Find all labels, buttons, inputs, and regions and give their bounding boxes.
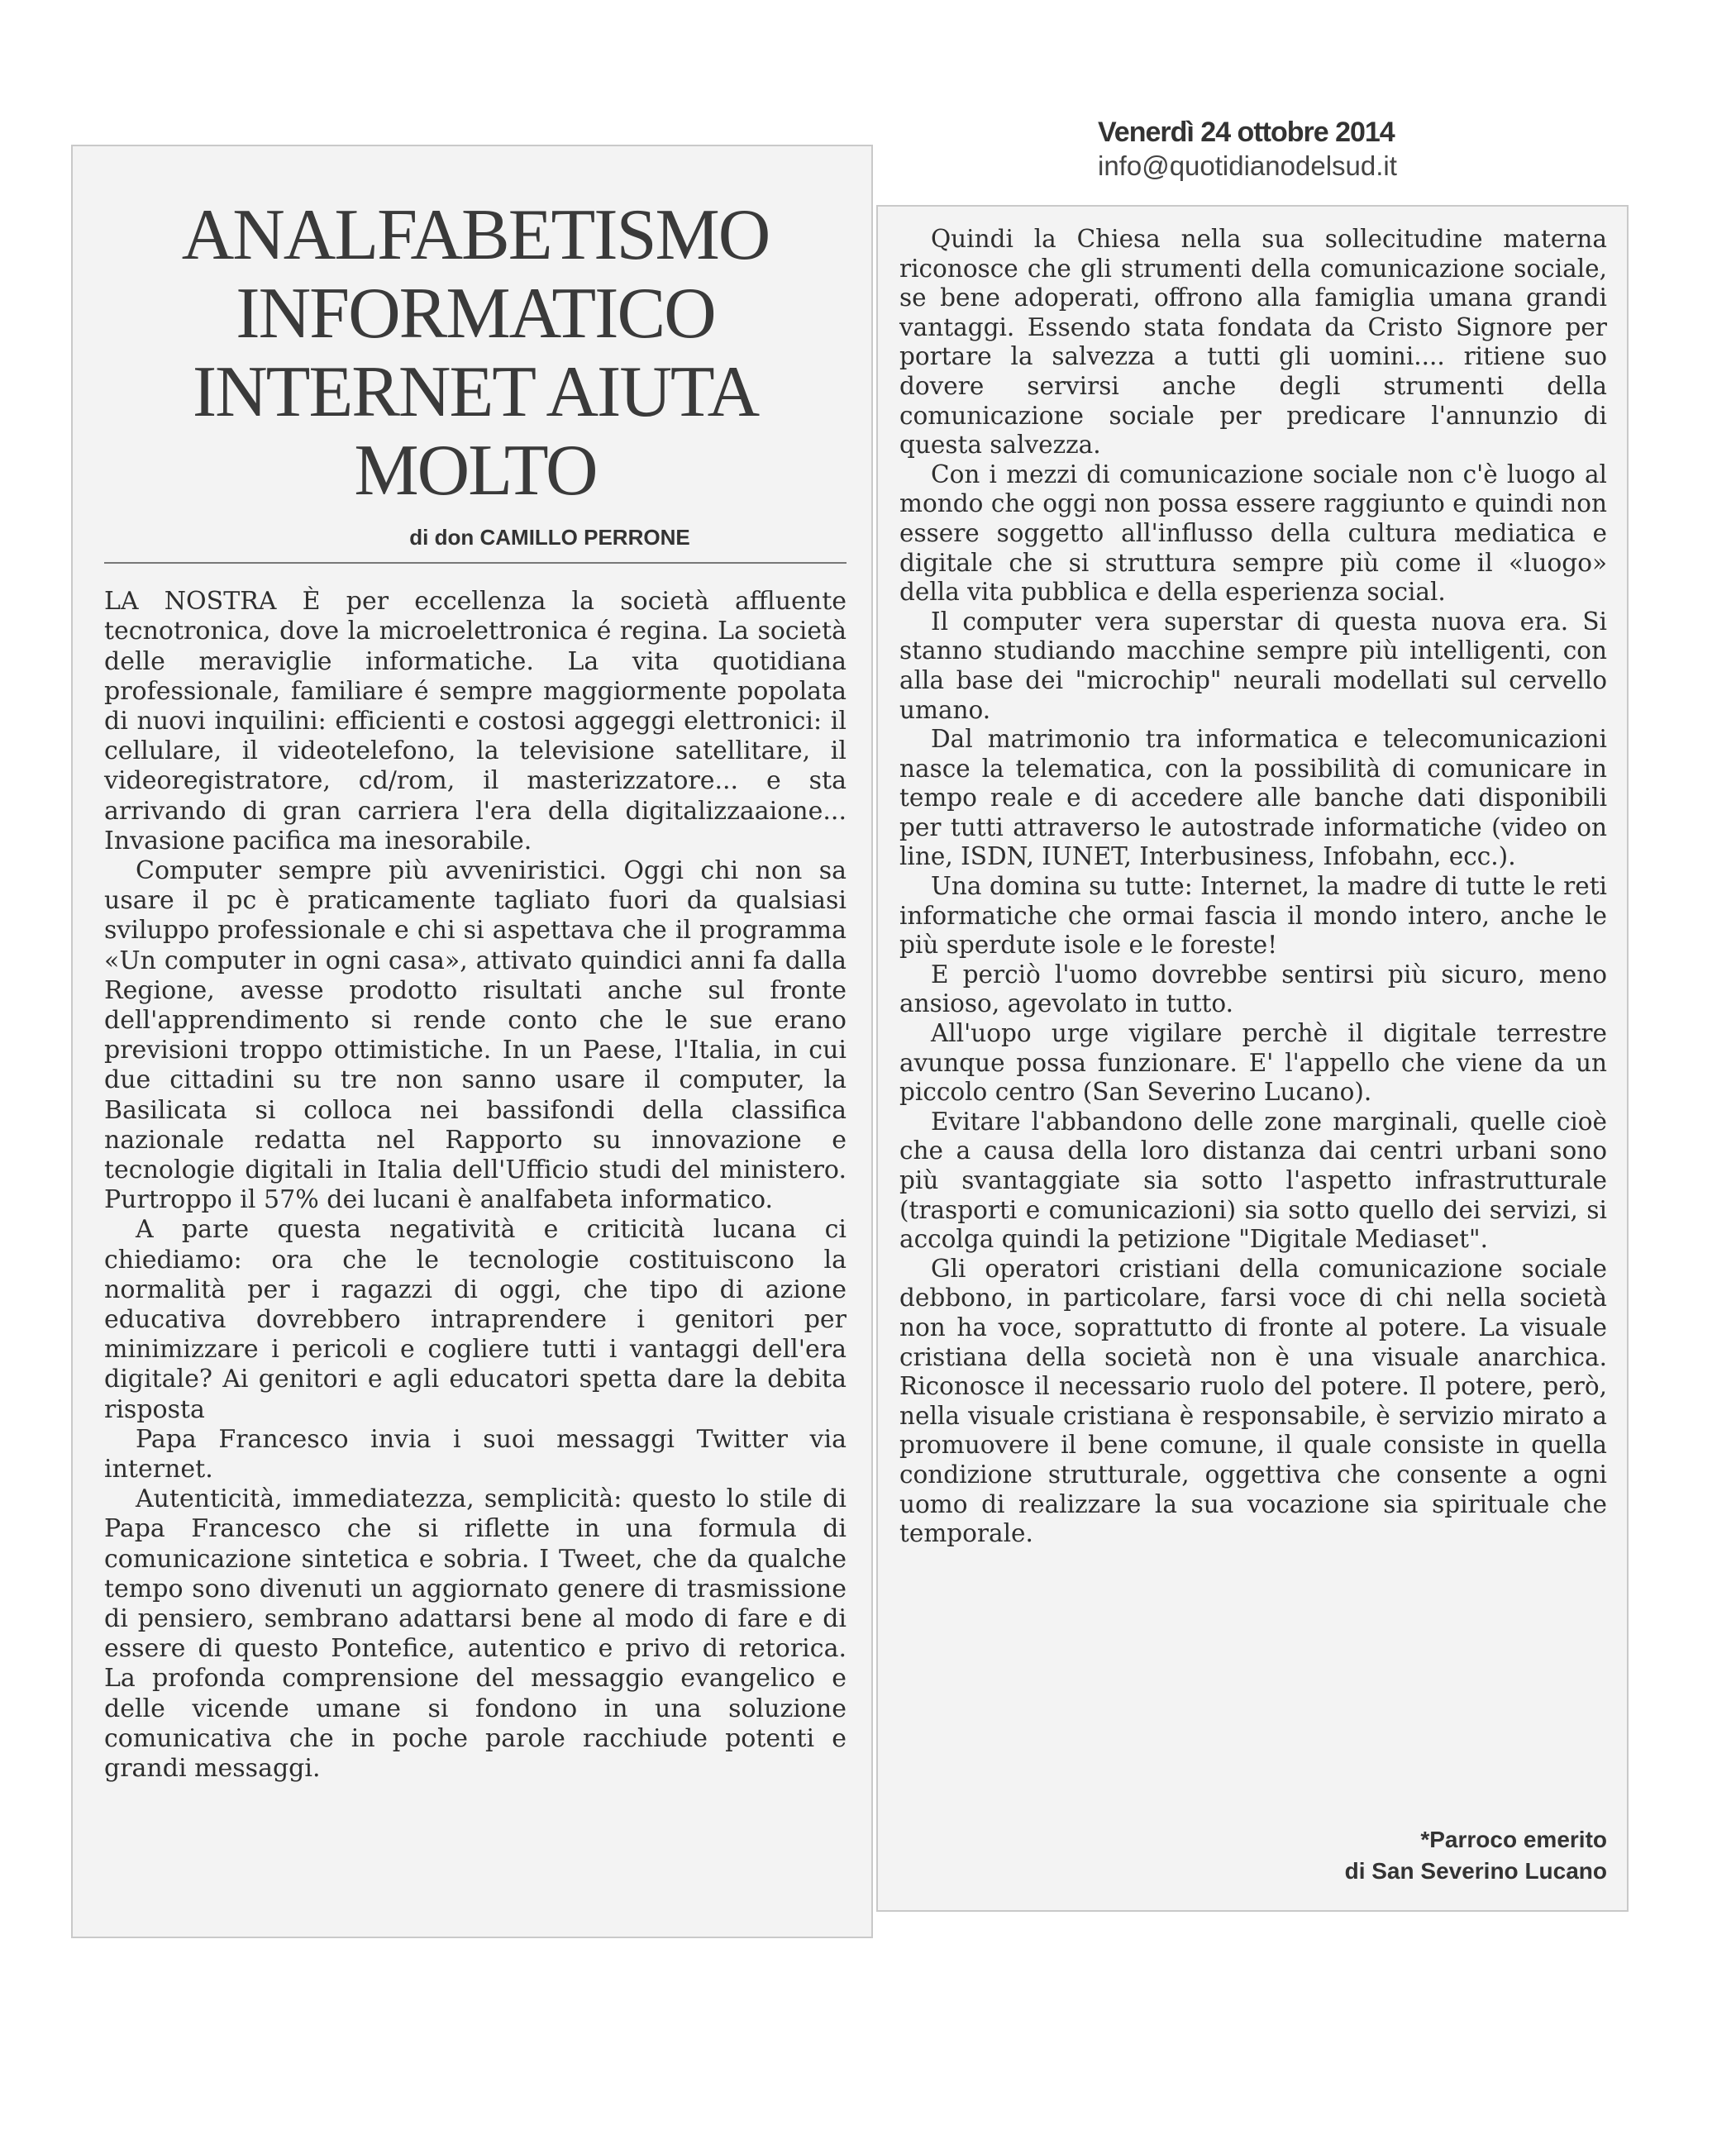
headline-line-3: INTERNET AIUTA MOLTO: [192, 352, 759, 512]
lead-in: LA NOSTRA È: [104, 587, 321, 617]
right-paragraph-3: Il computer vera superstar di questa nuova era. Si stanno studiando macchine sempre più intelligenti, con alla base dei "microchip" neurali modellati sul cervello umano.: [899, 607, 1607, 724]
headline-divider: [104, 562, 847, 564]
author-signature: [1345, 1824, 1607, 1887]
headline-line-2: INFORMATICO: [236, 274, 715, 355]
left-column: [71, 145, 873, 1938]
right-paragraph-1: Quindi la Chiesa nella sua sollecitudine materna riconosce che gli strumenti della comunicazione sociale, se bene adoperati, offrono alla famiglia umana grandi vantaggi. Essendo stata fondata da Cristo Signore per portare la salvezza a tutti gli uomini.... ritiene suo dovere servirsi anche degli strumenti della comunicazione sociale per predicare l'annunzio di questa salvezza.: [899, 225, 1607, 460]
headline-line-1: ANALFABETISMO: [181, 195, 770, 275]
right-column: [876, 205, 1629, 1912]
right-paragraph-5: Una domina su tutte: Internet, la madre di tutte le reti informatiche che ormai fascia il mondo intero, anche le più sperdute isole e le foreste!: [899, 872, 1607, 960]
right-paragraph-8: Evitare l'abbandono delle zone marginali, quelle cioè che a causa della loro distanza dai centri urbani sono più svantaggiate sia sotto l'aspetto infrastrutturale (trasporti e comunicazioni) sia sotto quello dei servizi, si accolga quindi la petizione "Digitale Mediaset".: [899, 1107, 1607, 1254]
left-paragraph-1-text: per eccellenza la società affluente tecnotronica, dove la microelettronica é regina. La società delle meraviglie informatiche. La vita quotidiana professionale, familiare é sempre maggiormente popolata di nuovi inquilini: efficienti e costosi aggeggi elettronici: il cellulare, il videotelefono, la televisione satellitare, il videoregistratore, cd/rom, il masterizzatore... e sta arrivando di gran carriera l'era della digitalizzaaione... Invasione pacifica ma inesorabile.: [104, 587, 847, 855]
left-paragraph-5: Autenticità, immediatezza, semplicità: questo lo stile di Papa Francesco che si riflette in una formula di comunicazione sintetica e sobria. I Tweet, che da qualche tempo sono divenuti un aggiornato genere di trasmissione di pensiero, sembrano adattarsi bene al modo di fare e di essere di questo Pontefice, autentico e privo di retorica. La profonda comprensione del messaggio evangelico e delle vicende umane si fondono in una soluzione comunicativa che in poche parole racchiude potenti e grandi messaggi.: [104, 1484, 847, 1784]
article-byline: di don CAMILLO PERRONE: [409, 525, 690, 550]
left-paragraph-3: A parte questa negatività e criticità lucana ci chiediamo: ora che le tecnologie costituiscono la normalità per i ragazzi di oggi, che tipo di azione educativa dovrebbero intraprendere i genitori per minimizzare i pericoli e cogliere tutti i vantaggi dell'era digitale? Ai genitori e agli educatori spetta dare la debita risposta: [104, 1215, 847, 1424]
left-paragraph-2: Computer sempre più avveniristici. Oggi chi non sa usare il pc è praticamente tagliato fuori da qualsiasi sviluppo professionale e chi si aspettava che il programma «Un computer in ogni casa», attivato quindici anni fa dalla Regione, avesse prodotto risultati anche sul fronte dell'apprendimento si rende conto che le sue erano previsioni troppo ottimistiche. In un Paese, l'Italia, in cui due cittadini su tre non sanno usare il computer, la Basilicata si colloca nei bassifondi della classifica nazionale redatta nel Rapporto su innovazione e tecnologie digitali in Italia dell'Ufficio studi del ministero. Purtroppo il 57% dei lucani è analfabeta informatico.: [104, 855, 847, 1215]
publication-date: Venerdì 24 ottobre 2014: [1098, 117, 1395, 148]
left-paragraph-4: Papa Francesco invia i suoi messaggi Twitter via internet.: [104, 1424, 847, 1484]
right-paragraph-9: Gli operatori cristiani della comunicazione sociale debbono, in particolare, farsi voce di chi nella società non ha voce, soprattutto di fronte al potere. La visuale cristiana della società non è una visuale anarchica. Riconosce il necessario ruolo del potere. Il potere, però, nella visuale cristiana è responsabile, è servizio mirato a promuovere il bene comune, il quale consiste in quella condizione strutturale, oggettiva che consente a ogni uomo di realizzare la sua vocazione sia spirituale che temporale.: [899, 1254, 1607, 1548]
signature-line-2: di San Severino Lucano: [1344, 1858, 1607, 1885]
signature-line-1: *Parroco emerito: [1420, 1827, 1607, 1853]
left-paragraph-1: [104, 587, 847, 856]
right-paragraph-7: All'uopo urge vigilare perchè il digitale terrestre avunque possa funzionare. E' l'appello che viene da un piccolo centro (San Severino Lucano).: [899, 1019, 1607, 1107]
article-headline: [104, 196, 847, 510]
newspaper-stamp: [1098, 116, 1412, 182]
right-paragraph-4: Dal matrimonio tra informatica e telecomunicazioni nasce la telematica, con la possibilità di comunicare in tempo reale e di accedere alle banche dati disponibili per tutti attraverso le autostrade informatiche (video on line, ISDN, IUNET, Interbusiness, Infobahn, ecc.).: [899, 725, 1607, 871]
newspaper-email: info@quotidianodelsud.it: [1098, 150, 1397, 181]
right-paragraph-6: E perciò l'uomo dovrebbe sentirsi più sicuro, meno ansioso, agevolato in tutto.: [899, 960, 1607, 1018]
right-paragraph-2: Con i mezzi di comunicazione sociale non c'è luogo al mondo che oggi non possa essere raggiunto e quindi non essere soggetto all'influsso della cultura mediatica e digitale che si struttura sempre più come il «luogo» della vita pubblica e della esperienza social.: [899, 460, 1607, 607]
